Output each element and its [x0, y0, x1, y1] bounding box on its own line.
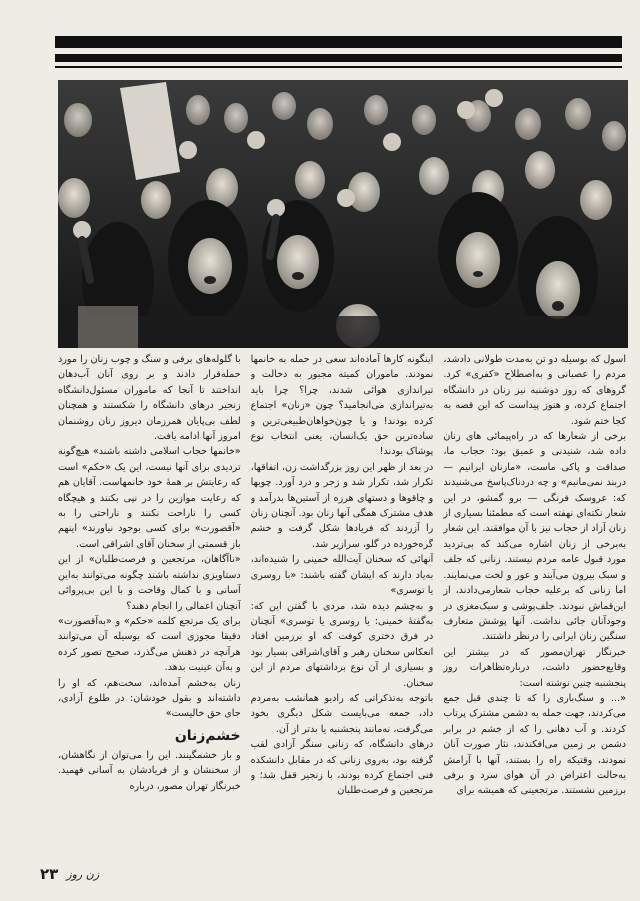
- paragraph: و باز خشمگینند. این را می‌توان از نگاهشان، از سخنشان و از فریادشان به آسانی فهمید. خبرنگار تهران مصور، درباره: [57, 749, 241, 792]
- paragraph: آنهائی که سخنان آیت‌الله خمینی را شنیده‌اند، به‌یاد دارند که ایشان گفته باشند: «با روسری یا توسری»: [250, 554, 434, 597]
- paragraph: اینگونه کارها آماده‌اند سعی در حمله به خانمها نمودند. ماموران کمیته مجبور به دخالت و تیراندازی هوائی شدند، چرا؟ چرا باید به‌تیراندازی می‌انجامید؟ چون «زنان» اجتماع کرده بودند! و یا چون‌خواهان‌طبیعی‌ترین و ساده‌ترین حق یک‌انسان، یعنی انتخاب نوع پوشاک بودند!: [250, 354, 434, 458]
- paragraph: و به‌چشم دیده شد، مردی با گفتن این که: به‌گفتهٔ خمینی: یا روسری یا توسری» آنچنان در فرق دختری کوفت که او برزمین افتاد انعکاس سخنان رهبر و آقای‌اشراقی بسیار بود و بسیاری از آن نوع برداشتهای مردم از این سخنان.: [250, 600, 434, 689]
- paragraph: باتوجه به‌تذکراتی که رادیو همانشب به‌مردم داد، جمعه می‌بایست شکل دیگری بخود می‌گرفت، نه‌مانند پنجشنبه یا بدتر از آن.: [250, 692, 434, 735]
- paragraph: برخی از شعارها که در راه‌پیمائی های زنان داده شد، شنیدنی و عمیق بود: حجاب ما، صداقت و پاکی ماست، «مازنان ایرانیم — دربند نمی‌مانیم» و چه دردناک‌پاسخ می‌شنیدند که: عروسک فرنگی — برو گمشو، در این شعار نکته‌ای نهفته است که مطمئنا بسیاری از زنان آزاد از حجاب نیز با آن موافقند. این شعار به‌برخی از زنان اشاره می‌کند که بی‌تردید مورد قبول عامه مردم نیستند. زنانی که جلف و سبک بیرون می‌آیند و عور و لخت می‌نمایند. اما زنانی که برعلیه حجاب شعارمی‌دادند، از این‌قماش نبودند. جلف‌پوشی و سبک‌مغزی در وجودآنان جائی نداشت. آنها پوشش متعارف سنگین زنان ایرانی را درنظر داشتند.: [443, 431, 626, 643]
- section-heading: خشم‌زنان: [174, 727, 241, 744]
- paragraph: اسول که بوسیله دو تن به‌مدت طولانی دادشد، مردم را عصبانی و به‌اصطلاح «کفری» کرد. گروهای که روز دوشنبه نیز زنان در دانشگاه اجتماع کرده، و هنوز پیداست که این قصه به کجا ختم شود.: [443, 354, 626, 427]
- article-column-3: [58, 352, 241, 864]
- article-column-2: [251, 352, 434, 864]
- paragraph: «ناآگاهان، مرتجعین و فرصت‌طلبان» از این دستاویزی نداشته باشند چگونه می‌توانند به‌این آسانی و با کمال وقاحت و با این بی‌پروائی آنچنان اعمالی را انجام دهند؟: [57, 554, 241, 612]
- magazine-name: زن روز: [66, 867, 100, 881]
- top-rule-thin: [55, 66, 622, 68]
- protest-crowd-photo: [58, 80, 628, 348]
- paragraph: زنان به‌خشم آمده‌اند، سخت‌هم، که او را داشته‌اند و بقول خودشان: در طلوع آزادی، جای حق خالیست»: [57, 677, 241, 720]
- page-footer: [40, 864, 99, 884]
- paragraph: «... و سنگ‌باری را که تا چندی قبل جمع می‌کردند، جهت حمله به دشمن مشترک پرتاب کردند. و آب دهانی را که از خشم در برابر دشمن بر زمین می‌افکندند، نثار صورت آنان نمودند، وقتیکه راه را بستند، آنها با آرامش به‌حالت اعتراض در آن هوای سرد و برفی برزمین نشستند. مرتجعینی که همیشه برای: [443, 692, 626, 797]
- top-rule-secondary: [55, 54, 622, 62]
- page-number: ۲۳: [40, 865, 59, 883]
- article-column-1: [443, 352, 626, 864]
- paragraph: درهای دانشگاه، که زنانی سنگر آزادی لقب گرفته بود، به‌روی زنانی که در مقابل دانشکده فنی اجتماع کرده بودند، با زنجیر قفل شد؛ و مرتجعین و فرصت‌طلبان: [250, 739, 434, 797]
- article-body: [58, 352, 626, 864]
- paragraph: خبرنگار تهران‌مصور که در بیشتر این وقایع‌حضور داشت، درباره‌تظاهرات روز پنجشنبه چنین نوشته است:: [443, 646, 626, 689]
- paragraph: «خانمها حجاب اسلامی داشته باشند» هیچ‌گونه تردیدی برای آنها نیست، این یک «حکم» است که رعایتش بر همهٔ خود خانمهاست. آقایان هم که رعایت موازین را در نپی بکنند و هیچگاه کسی را ناراحت نکنند و ناراحتی را به «آقصورت» برای کسی بوجود نیاورند» اینهم باز قسمتی از سخنان آقای اشراقی است.: [57, 446, 241, 550]
- paragraph: برای یک مرتجع کلمه «حکم» و «به‌آقصورت» دقیقا مجوزی است که بوسیله آن می‌توانند هرآنچه در ذهنش می‌گذرد، صحیح تصور کرده و به‌آن عینیت بدهد.: [57, 615, 241, 674]
- paragraph: با گلوله‌های برفی و سنگ و چوب زنان را مورد حمله‌قرار دادند و بر روی آنان آب‌دهان انداختند تا آنجا که ماموران مسئول‌دانشگاه زنجیر درهای دانشگاه را شکستند و همچنان لطف بی‌پایان همرزمان دیروز زنان روشنمان امروز آنها ادامه یافت.: [57, 354, 241, 443]
- top-rule: [55, 36, 622, 48]
- paragraph: در بعد از ظهر این روز بزرگداشت زن، اتفاقها، تکرار شد، تکرار شد و زجر و درد آورد. چوبها و چاقوها و دستهای هرزه از آستین‌ها بدرآمد و هدف مشترک همگی آنها زنان بود. آنچنان زنان را آزردند که فریادها شکل گرفت و خشم گره‌خورده در گلو، سرازیر شد.: [250, 461, 434, 550]
